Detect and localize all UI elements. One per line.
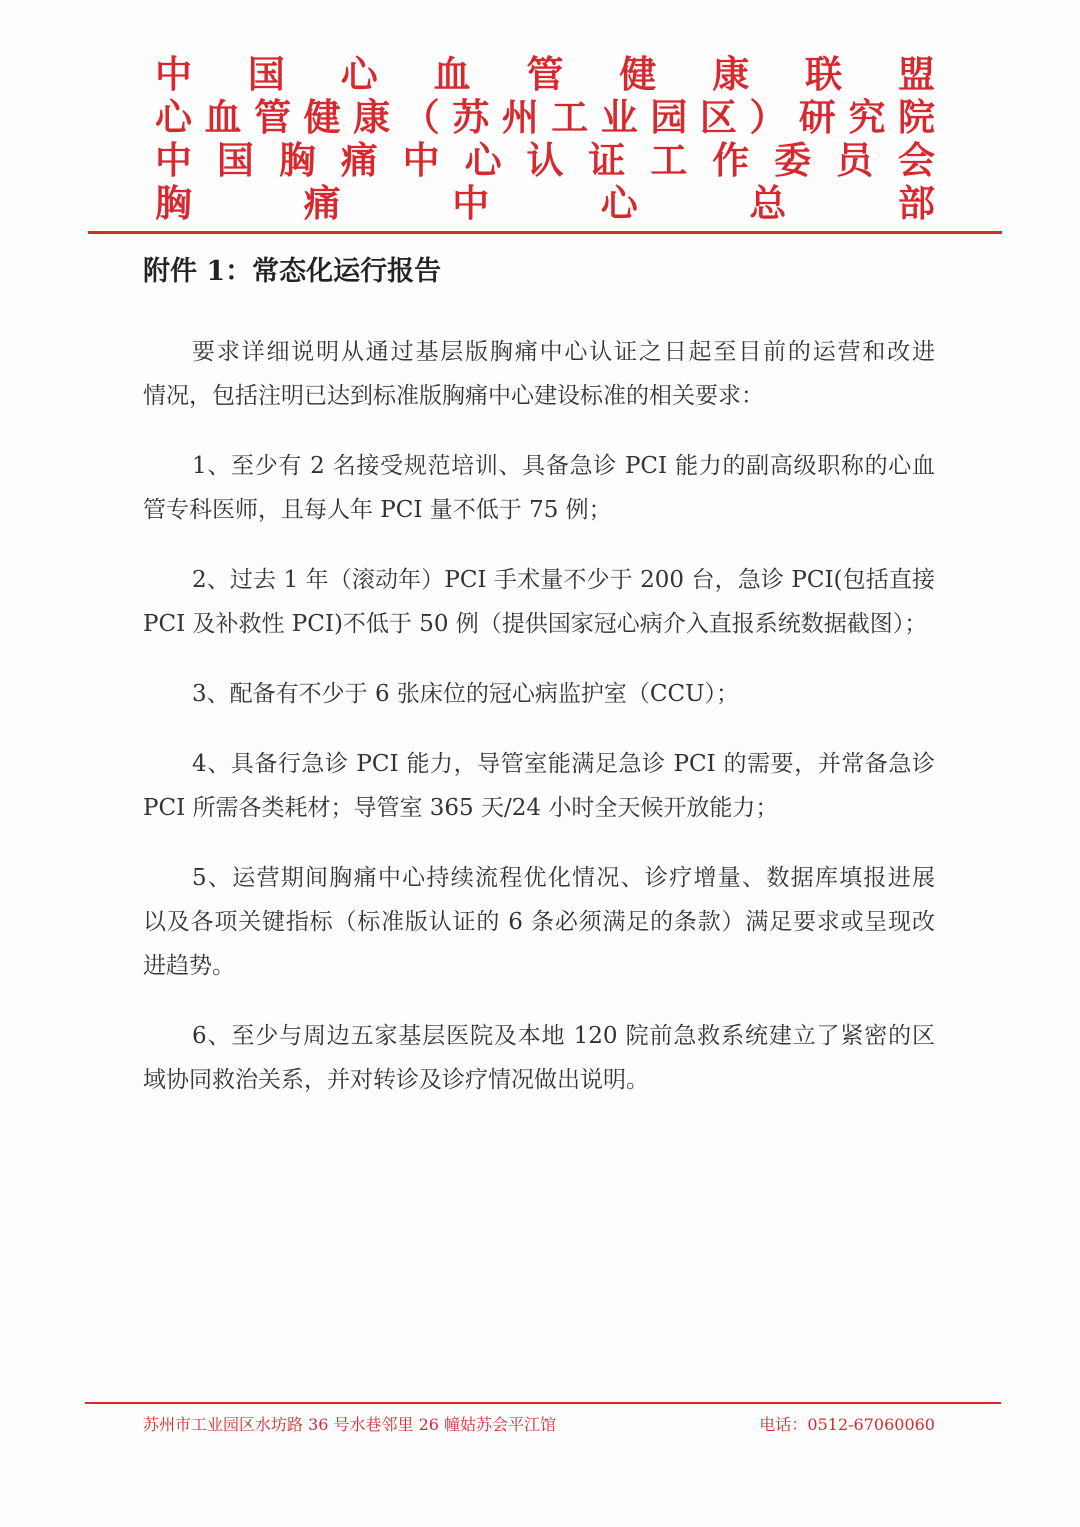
document-body <box>143 330 935 1102</box>
paragraph-item-4 <box>143 742 935 830</box>
footer-address: 苏州市工业园区水坊路 36 号水巷邻里 26 幢姑苏会平江馆 <box>143 1415 557 1434</box>
text-line: 3、配备有不少于 6 张床位的冠心病监护室（CCU）； <box>192 681 739 707</box>
paragraph-intro <box>143 330 935 418</box>
text-line: 6、至少与周边五家基层医院及本地 120 院前急救系统建立了紧密的区 <box>192 1023 935 1049</box>
text-line: 1、至少有 2 名接受规范培训、具备急诊 PCI 能力的副高级职称的心血 <box>192 453 935 479</box>
letterhead <box>155 53 935 225</box>
text-line: PCI 所需各类耗材；导管室 365 天/24 小时全天候开放能力； <box>143 795 779 821</box>
footer-phone: 电话：0512-67060060 <box>759 1415 935 1434</box>
text-line: 要求详细说明从通过基层版胸痛中心认证之日起至目前的运营和改进 <box>192 339 935 365</box>
text-line: 进趋势。 <box>143 953 235 979</box>
paragraph-item-1 <box>143 444 935 532</box>
text-line: 4、具备行急诊 PCI 能力，导管室能满足急诊 PCI 的需要，并常备急诊 <box>192 751 935 777</box>
text-line: 以及各项关键指标（标准版认证的 6 条必须满足的条款）满足要求或呈现改 <box>143 909 935 935</box>
text-line: 2、过去 1 年（滚动年）PCI 手术量不少于 200 台，急诊 PCI(包括直接 <box>192 567 935 593</box>
letterhead-line-alliance: 中国心血管健康联盟 <box>155 52 935 96</box>
document-title: 附件 1：常态化运行报告 <box>143 256 442 287</box>
paragraph-item-6 <box>143 1014 935 1102</box>
text-line: PCI 及补救性 PCI)不低于 50 例（提供国家冠心病介入直报系统数据截图）； <box>143 611 928 637</box>
footer-divider <box>85 1402 1001 1404</box>
letterhead-divider <box>88 231 1002 234</box>
letterhead-line-institute: 心血管健康（苏州工业园区）研究院 <box>155 95 935 139</box>
letterhead-line-headquarters: 胸痛中心总部 <box>155 181 935 225</box>
text-line: 5、运营期间胸痛中心持续流程优化情况、诊疗增量、数据库填报进展 <box>192 865 935 891</box>
text-line: 情况，包括注明已达到标准版胸痛中心建设标准的相关要求： <box>143 383 764 409</box>
paragraph-item-3 <box>143 672 935 716</box>
letterhead-line-committee: 中国胸痛中心认证工作委员会 <box>155 138 935 182</box>
text-line: 管专科医师，且每人年 PCI 量不低于 75 例； <box>143 497 612 523</box>
text-line: 域协同救治关系，并对转诊及诊疗情况做出说明。 <box>143 1067 649 1093</box>
paragraph-item-5 <box>143 856 935 988</box>
paragraph-item-2 <box>143 558 935 646</box>
